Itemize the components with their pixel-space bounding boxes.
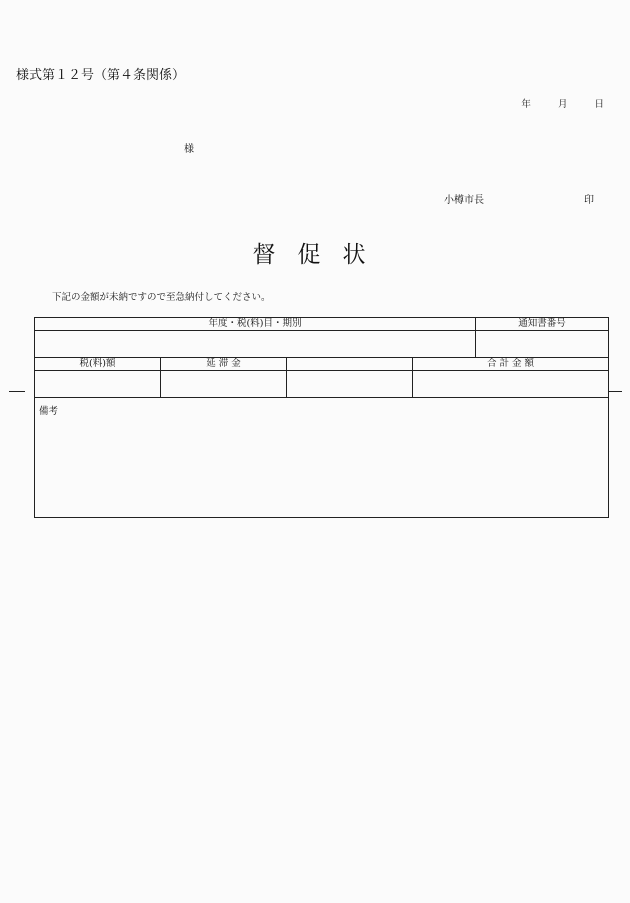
tax-amount-header: 税(料)額: [34, 357, 161, 371]
fold-mark-left: [9, 391, 25, 392]
total-amount-header: 合 計 金 額: [412, 357, 609, 371]
issuer-name: 小樽市長: [444, 195, 484, 206]
period-header: 年度・税(料)目・期別: [34, 317, 476, 331]
notice-number-header: 通知書番号: [475, 317, 609, 331]
date-month-label: 月: [557, 99, 568, 110]
period-cell: [34, 330, 476, 358]
late-fee-cell: [160, 370, 287, 398]
intro-text: 下記の金額が未納ですので至急納付してください。: [52, 292, 271, 303]
tax-amount-cell: [34, 370, 161, 398]
page-title: 督促状: [252, 242, 388, 268]
date-day-label: 日: [594, 99, 604, 110]
addressee-suffix: 様: [184, 144, 194, 155]
remarks-box: [34, 397, 609, 518]
blank-cell: [286, 370, 413, 398]
form-number: 様式第１２号（第４条関係）: [16, 68, 186, 83]
fold-mark-right: [608, 391, 622, 392]
date-year-label: 年: [521, 99, 531, 110]
late-fee-header: 延 滞 金: [160, 357, 287, 371]
total-amount-cell: [412, 370, 609, 398]
seal-mark: 印: [584, 195, 594, 206]
remarks-label: 備考: [39, 406, 59, 417]
notice-number-cell: [475, 330, 609, 358]
date-line: [521, 96, 604, 110]
blank-header: [286, 357, 413, 371]
